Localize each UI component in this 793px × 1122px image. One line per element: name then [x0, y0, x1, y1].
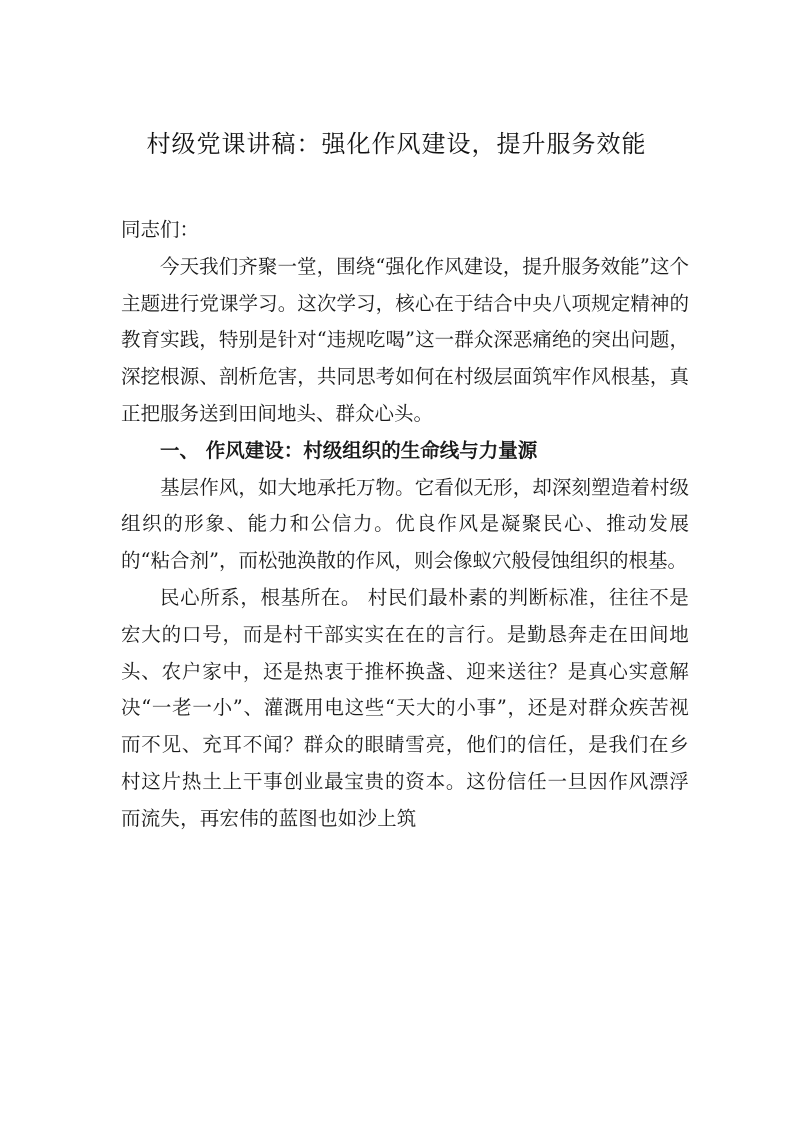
- salutation: 同志们：: [121, 218, 200, 241]
- section-paragraph-1: 基层作风，如大地承托万物。它看似无形，却深刻塑造着村级组织的形象、能力和公信力。优良作风是凝聚民心、推动发展的“粘合剂”，而松弛涣散的作风，则会像蚁穴般侵蚀组织的根基。: [121, 475, 689, 573]
- section-heading: 一、 作风建设：村级组织的生命线与力量源: [160, 438, 538, 462]
- document-title: 村级党课讲稿：强化作风建设，提升服务效能: [146, 130, 647, 158]
- section-paragraph-2: 民心所系，根基所在。 村民们最朴素的判断标准，往往不是宏大的口号，而是村干部实实在在的言行。是勤恳奔走在田间地头、农户家中，还是热衷于推杯换盏、迎来送往？是真心实意解决“一老一小”、灌溉用电这些“天大的小事”，还是对群众疾苦视而不见、充耳不闻？群众的眼睛雪亮，他们的信任，是我们在乡村这片热土上干事创业最宝贵的资本。这份信任一旦因作风漂浮而流失，再宏伟的蓝图也如沙上筑: [121, 585, 689, 830]
- document-body: [121, 212, 689, 838]
- intro-paragraph: 今天我们齐聚一堂，围绕“强化作风建设，提升服务效能”这个主题进行党课学习。这次学习，核心在于结合中央八项规定精神的教育实践，特别是针对“违规吃喝”这一群众深恶痛绝的突出问题，深挖根源、剖析危害，共同思考如何在村级层面筑牢作风根基，真正把服务送到田间地头、群众心头。: [121, 254, 689, 425]
